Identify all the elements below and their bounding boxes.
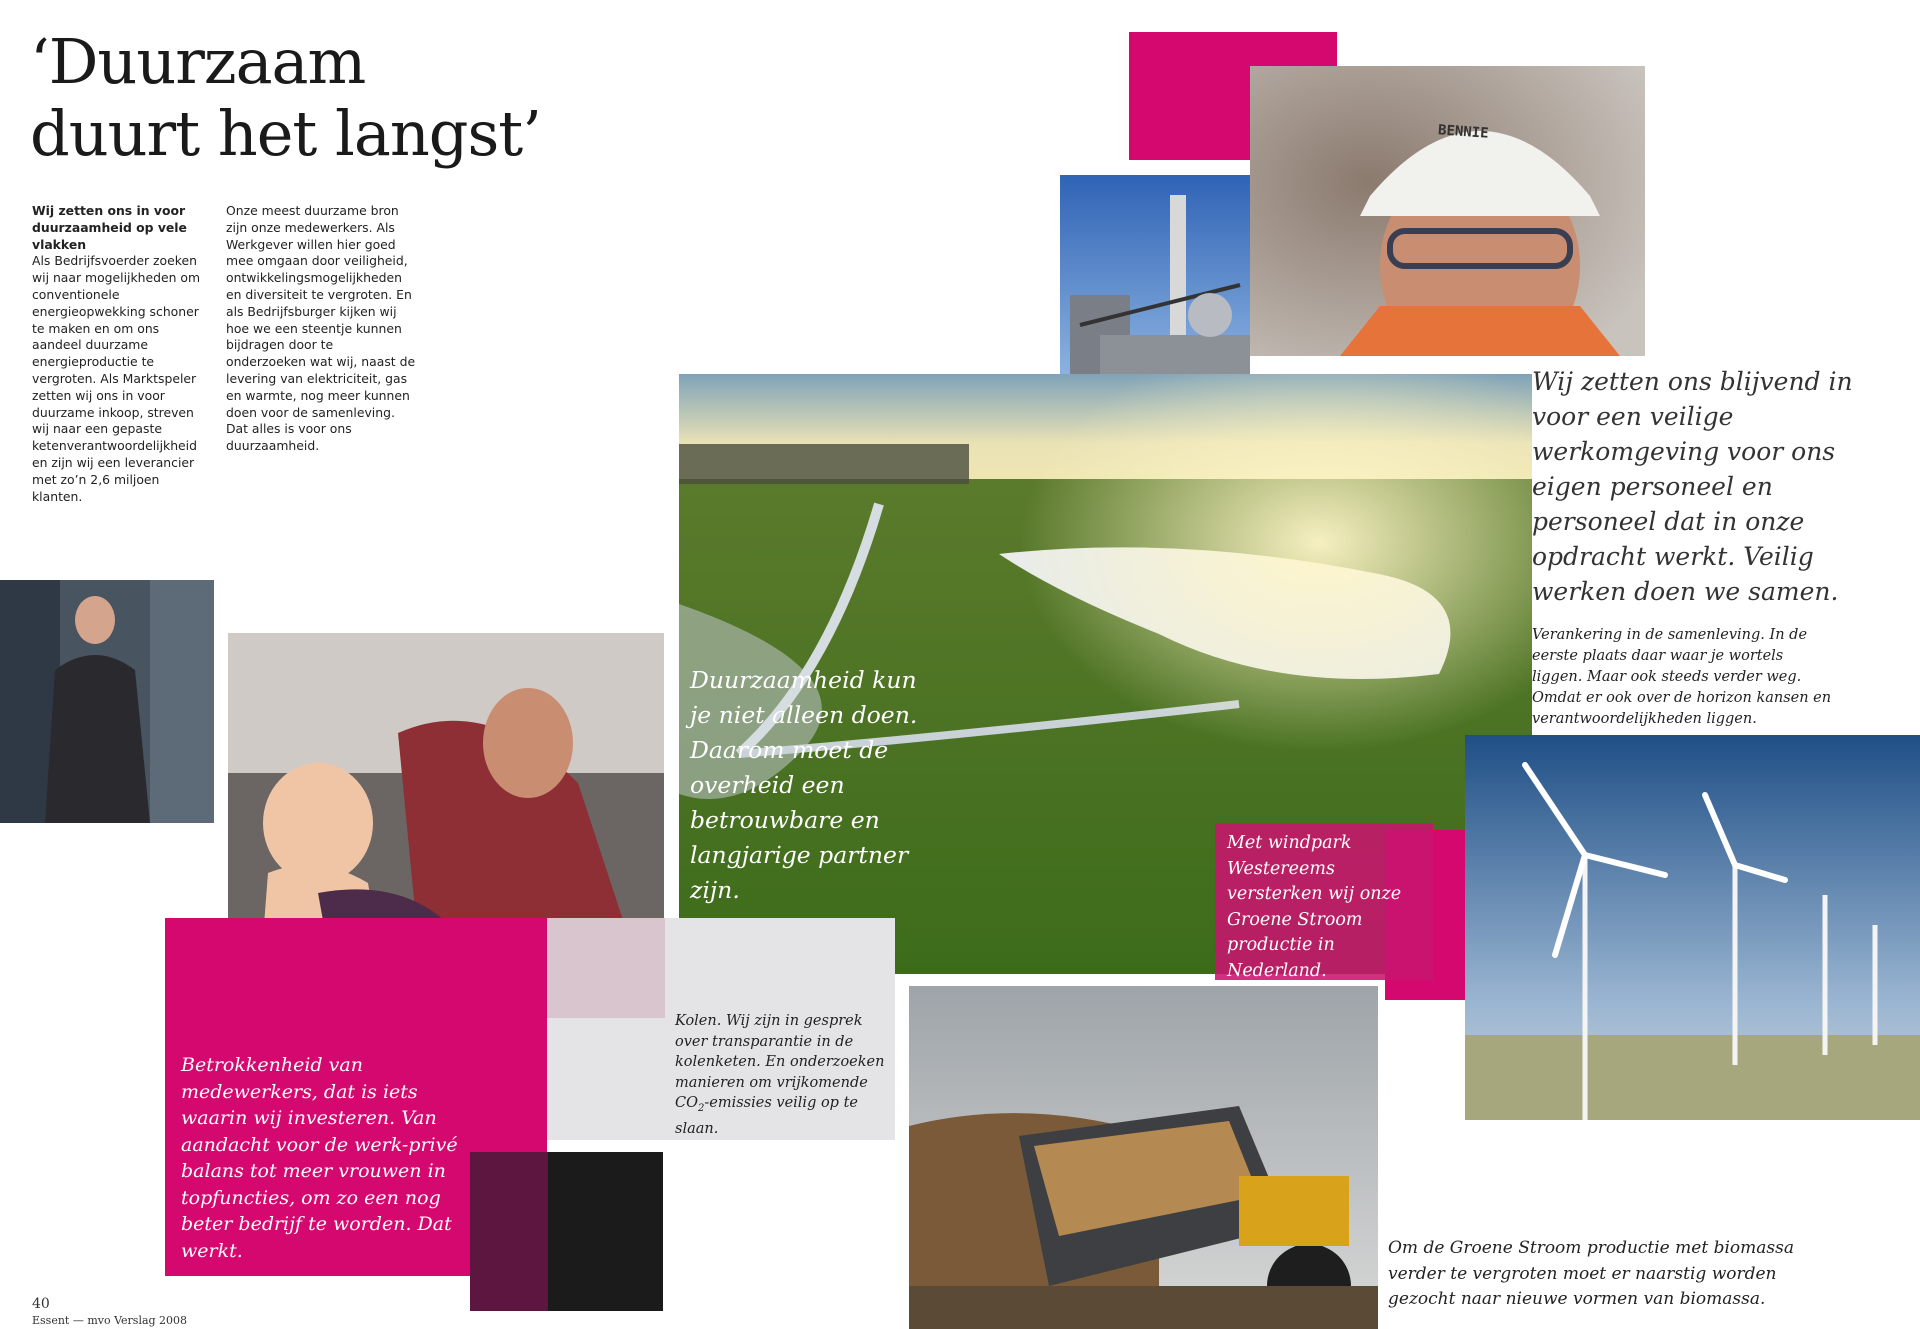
intro-column-2 [226, 203, 416, 455]
coal-quote-sub: 2 [697, 1102, 705, 1114]
helmet-name: BENNIE [1437, 122, 1490, 142]
intro-body-1: Als Bedrijfsvoerder zoeken wij naar mogelijkheden om conventionele energieopwekking schoner te maken en om ons aandeel duurzame energieproductie te vergroten. Als Marktspeler zetten wij ons in voor duurzame inkoop, streven wij naar een gepaste ketenverantwoordelijkheid en zijn wij een leverancier met zo’n 2,6 miljoen klanten. [32, 253, 201, 504]
page-title [30, 26, 541, 170]
coal-quote-box [547, 918, 895, 1140]
employees-quote: Betrokkenheid van medewerkers, dat is iets waarin wij investeren. Van aandacht voor de werk-privé balans tot meer vrouwen in topfuncties, om zo een nog beter bedrijf te worden. Dat werkt. [181, 1054, 458, 1262]
coal-texture-pink [547, 918, 665, 1018]
coal-quote [675, 1011, 885, 1140]
coal-quote-pre: Kolen. Wij zijn in gesprek over transparantie in de kolenketen. En onderzoeken manieren om vrijkomende CO [675, 1013, 885, 1111]
title-line-1: ‘Duurzaam [30, 25, 366, 98]
page-number: 40 [32, 1296, 50, 1312]
intro-body-2: Onze meest duurzame bron zijn onze medewerkers. Als Werkgever willen hier goed mee omgaan door veiligheid, ontwikkelingsmogelijkheden en diversiteit te vergroten. En als Bedrijfsburger kijken wij hoe we een steentje kunnen bijdragen door te onderzoeken wat wij, naast de levering van elektriciteit, gas en warmte, nog meer kunnen doen voor de samenleving. Dat alles is voor ons duurzaamheid. [226, 203, 416, 454]
title-line-2: duurt het langst’ [30, 97, 541, 170]
coal-texture-dark [470, 1152, 663, 1311]
intro-heading: Wij zetten ons in voor duurzaamheid op vele vlakken [32, 203, 187, 252]
windpark-quote: Met windpark Westereems versterken wij onze Groene Stroom productie in Nederland. [1227, 833, 1402, 981]
coal-texture-tint [470, 1152, 548, 1311]
safety-quote: Wij zetten ons blijvend in voor een veilige werkomgeving voor ons eigen personeel en personeel dat in onze opdracht werkt. Veilig werken doen we samen. [1532, 367, 1853, 606]
biomass-quote: Om de Groene Stroom productie met biomassa verder te vergroten moet er naarstig worden gezocht naar nieuwe vormen van biomassa. [1388, 1238, 1794, 1309]
government-quote: Duurzaamheid kun je niet alleen doen. Daarom moet de overheid een betrouwbare en langjarige partner zijn. [690, 666, 918, 904]
publication-name: Essent — mvo Verslag 2008 [32, 1314, 188, 1327]
windfarm-photo [1465, 735, 1920, 1120]
intro-column-1 [32, 203, 212, 505]
businessman-photo [0, 580, 214, 823]
coal-quote-post: -emissies veilig op te slaan. [675, 1095, 858, 1138]
worker-portrait-photo [1250, 66, 1645, 356]
biomass-loader-photo [909, 986, 1378, 1329]
windpark-quote-box [1215, 823, 1433, 980]
anchoring-quote: Verankering in de samenleving. In de eerste plaats daar waar je wortels liggen. Maar ook steeds verder weg. Omdat er ook over de horizon kansen en verantwoordelijkheden liggen. [1532, 627, 1832, 727]
